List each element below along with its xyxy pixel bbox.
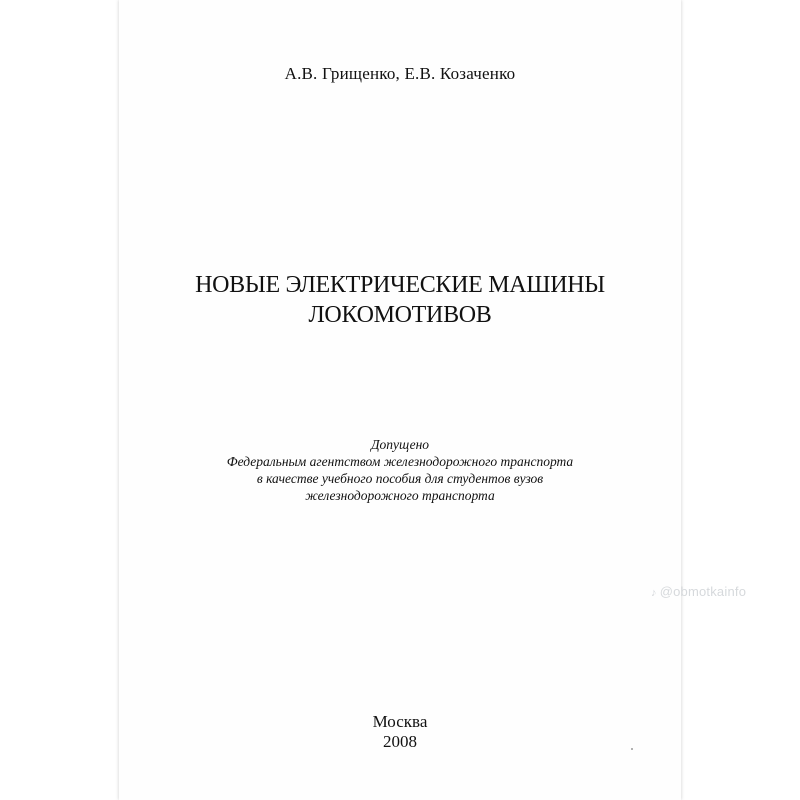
imprint <box>119 712 681 752</box>
approval-line: в качестве учебного пособия для студентов вузов <box>256 471 544 486</box>
approval-note <box>119 436 681 504</box>
title-page <box>119 0 747 800</box>
approval-line: железнодорожного транспорта <box>305 488 495 503</box>
tiktok-icon: ♪ <box>651 587 657 599</box>
book-title <box>119 270 681 330</box>
title-line: ЛОКОМОТИВОВ <box>308 302 492 328</box>
approval-line: Допущено <box>370 437 430 452</box>
year: 2008 <box>383 732 417 751</box>
watermark <box>651 584 746 599</box>
authors: А.В. Грищенко, Е.В. Козаченко <box>284 64 516 83</box>
page-speck <box>631 748 633 750</box>
watermark-text: @obmotkainfo <box>659 584 747 599</box>
approval-line: Федеральным агентством железнодорожного транспорта <box>226 454 574 469</box>
city: Москва <box>372 712 428 731</box>
title-line: НОВЫЕ ЭЛЕКТРИЧЕСКИЕ МАШИНЫ <box>195 272 605 298</box>
